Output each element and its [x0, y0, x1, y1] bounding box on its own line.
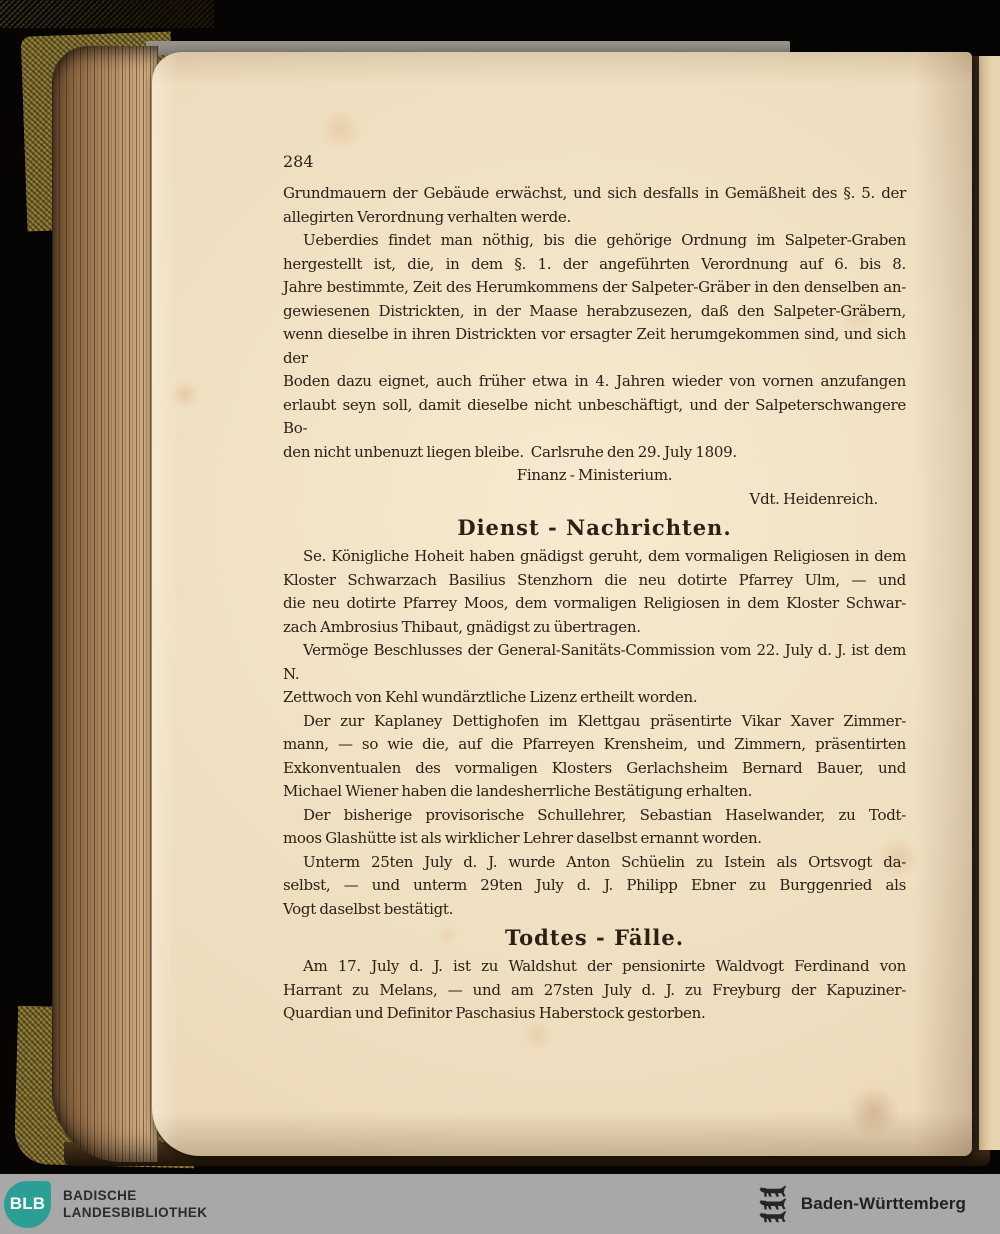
text-line: Unterm 25ten July d. J. wurde Anton Schüelin zu Istein als Ortsvogt da-: [303, 852, 906, 871]
text-line: Boden dazu eignet, auch früher etwa in 4. Jahren wieder von vornen anzufangen: [283, 372, 906, 390]
text-line: Vermöge Beschlusses der General-Sanitäts-Commission vom 22. July d. J. ist dem N.: [283, 641, 906, 683]
library-name-line2: LANDESBIBLIOTHEK: [63, 1205, 208, 1220]
text-line: Exkonventualen des vormaligen Klosters Gerlachsheim Bernard Bauer, und: [283, 758, 906, 777]
paragraph: [283, 955, 906, 1026]
text-line: die neu dotirte Pfarrey Moos, dem vormaligen Religiosen in dem Kloster Schwar-: [283, 594, 906, 612]
library-name: [63, 1187, 207, 1221]
text-line: mann, — so wie die, auf die Pfarreyen Krensheim, und Zimmern, präsentirten: [283, 735, 906, 753]
text-line: Zettwoch von Kehl wundärztliche Lizenz ertheilt worden.: [283, 688, 698, 706]
state-branding: [757, 1181, 966, 1227]
text-line: erlaubt seyn soll, damit dieselbe nicht unbeschäftigt, und der Salpeterschwangere Bo-: [283, 395, 906, 437]
paragraph: [283, 851, 906, 922]
ministry-line: Finanz - Ministerium.: [516, 466, 673, 484]
text-line: Am 17. July d. J. ist zu Waldshut der pensionirte Waldvogt Ferdinand von: [303, 957, 906, 975]
text-line: Der zur Kaplaney Dettighofen im Klettgau präsentirte Vikar Xaver Zimmer-: [303, 711, 906, 730]
text-line: selbst, — und unterm 29ten July d. J. Philipp Ebner zu Burggenried als: [283, 876, 906, 894]
section-heading-dienst-nachrichten: Dienst - Nachrichten.: [457, 515, 732, 540]
library-branding: [4, 1181, 207, 1228]
text-line: wenn dieselbe in ihren Districkten vor ersagter Zeit herumgekommen sind, und sich der: [283, 325, 906, 367]
paragraph: [283, 182, 906, 229]
blb-logo-text: BLB: [9, 1194, 46, 1213]
state-name: Baden-Württemberg: [800, 1194, 966, 1213]
library-name-line1: BADISCHE: [63, 1188, 137, 1203]
text-line: Quardian und Definitor Paschasius Haberstock gestorben.: [283, 1004, 706, 1022]
text-line: Se. Königliche Hoheit haben gnädigst geruht, dem vormaligen Religiosen in dem: [303, 547, 906, 565]
text-line: Jahre bestimmte, Zeit des Herumkommens der Salpeter-Gräber in den denselben an-: [283, 278, 906, 296]
text-line: Kloster Schwarzach Basilius Stenzhorn die neu dotirte Pfarrey Ulm, — und: [283, 570, 906, 589]
text-line: Grundmauern der Gebäude erwächst, und sich desfalls in Gemäßheit des §. 5. der: [283, 184, 906, 202]
blb-logo: [4, 1181, 51, 1228]
page-number: 284: [283, 152, 314, 171]
text-line: zach Ambrosius Thibaut, gnädigst zu übertragen.: [283, 617, 641, 636]
text-line: moos Glashütte ist als wirklicher Lehrer daselbst ernannt worden.: [283, 829, 762, 847]
text-line: Harrant zu Melans, — und am 27sten July d. J. zu Freyburg der Kapuziner-: [283, 980, 906, 999]
text-line: Vogt daselbst bestätigt.: [283, 899, 454, 918]
book-page: [152, 52, 972, 1156]
text-line: allegirten Verordnung verhalten werde.: [283, 207, 571, 226]
paragraph: [283, 639, 906, 710]
library-footer-bar: [0, 1174, 1000, 1234]
signature-line: Vdt. Heidenreich.: [749, 489, 878, 508]
book-cover-top-edge: [0, 0, 214, 28]
text-line: Michael Wiener haben die landesherrliche Bestätigung erhalten.: [283, 782, 753, 800]
page-gutter-shadow: [972, 56, 979, 1154]
paragraph: [283, 710, 906, 804]
paragraph: [283, 229, 906, 464]
baden-wuerttemberg-coat-of-arms-icon: [757, 1181, 791, 1227]
text-line: gewiesenen Districkten, in der Maase herabzusezen, daß den Salpeter-Gräbern,: [283, 301, 906, 320]
section-heading-todtes-faelle: Todtes - Fälle.: [504, 925, 685, 950]
text-line: Der bisherige provisorische Schullehrer, Sebastian Haselwander, zu Todt-: [303, 805, 906, 824]
paragraph: [283, 545, 906, 639]
page-text-column: [283, 150, 906, 1026]
page-fan-edges: [52, 46, 158, 1162]
next-page-sliver: [979, 56, 1000, 1150]
paragraph: [283, 804, 906, 851]
text-line: Ueberdies findet man nöthig, bis die gehörige Ordnung im Salpeter-Graben: [303, 231, 906, 249]
text-line: den nicht unbenuzt liegen bleibe. Carlsruhe den 29. July 1809.: [283, 442, 737, 461]
text-line: hergestellt ist, die, in dem §. 1. der angeführten Verordnung auf 6. bis 8.: [283, 254, 906, 273]
